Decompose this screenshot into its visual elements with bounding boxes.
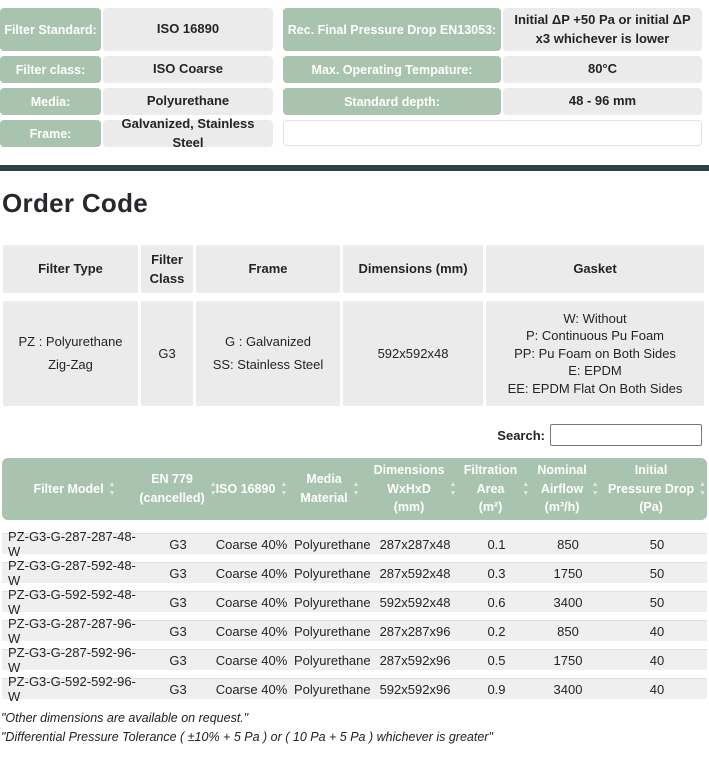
sort-desc-icon: ▼ — [449, 490, 457, 497]
header-label: ISO 16890 — [215, 481, 276, 496]
header-label: (cancelled) — [139, 491, 205, 505]
spec-label-frame: Frame: — [0, 120, 101, 147]
gasket-line: W: Without — [563, 310, 627, 326]
sort-asc-icon: ▲ — [280, 481, 288, 488]
cell-airflow: 850 — [557, 623, 579, 639]
cell-area: 0.5 — [487, 652, 506, 668]
cell-airflow: 3400 — [553, 594, 583, 610]
spec-label-filter-class: Filter class: — [0, 56, 101, 83]
column-header-dimensions[interactable] — [366, 458, 464, 520]
table-row — [2, 558, 707, 588]
cell-area: 0.1 — [487, 536, 506, 552]
header-label: Material — [300, 491, 348, 505]
cell-pressure-drop: 50 — [649, 594, 665, 610]
cell-dimensions: 287x592x48 — [379, 565, 451, 581]
sort-asc-icon: ▲ — [522, 481, 530, 488]
cell-filter-model: PZ-G3-G-592-592-48-W — [8, 587, 136, 617]
sort-desc-icon: ▼ — [352, 490, 360, 497]
table-row — [2, 674, 707, 704]
spec-value-filter-standard: ISO 16890 — [103, 8, 273, 51]
filter-type-line: PZ : Polyurethane — [18, 334, 123, 350]
spec-value-max-operating-temperature: 80°C — [503, 56, 702, 83]
cell-en779: G3 — [169, 565, 187, 581]
sort-icons — [592, 481, 599, 497]
cell-airflow: 1750 — [553, 565, 583, 581]
column-header-initial-pressure-drop[interactable] — [607, 458, 707, 520]
frame-line: G : Galvanized — [225, 334, 311, 350]
cell-en779: G3 — [169, 594, 187, 610]
sort-desc-icon: ▼ — [209, 490, 217, 497]
cell-airflow: 850 — [557, 536, 579, 552]
table-row — [2, 529, 707, 559]
frame-line: SS: Stainless Steel — [212, 356, 324, 372]
sort-icons — [353, 481, 360, 497]
spec-label-standard-depth: Standard depth: — [283, 88, 501, 115]
table-row — [2, 616, 707, 646]
order-header-filter-class: Filter Class — [141, 245, 193, 293]
cell-en779: G3 — [169, 652, 187, 668]
cell-pressure-drop: 50 — [649, 565, 665, 581]
column-header-filter-model[interactable] — [2, 458, 147, 520]
cell-area: 0.2 — [487, 623, 506, 639]
sort-asc-icon: ▲ — [699, 481, 707, 488]
footnote-pressure-tolerance: "Differential Pressure Tolerance ( ±10% + 5 Pa ) or ( 10 Pa + 5 Pa ) whichever is greater" — [1, 729, 493, 744]
order-code-table — [3, 245, 704, 406]
header-label: (m³/h) — [544, 500, 580, 515]
sort-asc-icon: ▲ — [209, 481, 217, 488]
cell-dimensions: 287x287x48 — [379, 536, 451, 552]
sort-icons — [109, 481, 116, 497]
spec-value-media: Polyurethane — [103, 88, 273, 115]
cell-iso16890: Coarse 40% — [215, 536, 288, 552]
spec-empty-cell — [283, 120, 702, 146]
cell-area: 0.3 — [487, 565, 506, 581]
search-label: Search: — [497, 427, 545, 443]
cell-filter-model: PZ-G3-G-287-287-96-W — [8, 616, 136, 646]
cell-airflow: 3400 — [553, 681, 583, 697]
cell-pressure-drop: 40 — [649, 652, 665, 668]
gasket-line: EE: EPDM Flat On Both Sides — [507, 380, 683, 396]
cell-media: Polyurethane — [294, 565, 371, 581]
filter-class-line: G3 — [158, 345, 176, 361]
sort-asc-icon: ▲ — [108, 481, 116, 488]
cell-iso16890: Coarse 40% — [215, 681, 288, 697]
cell-area: 0.9 — [487, 681, 506, 697]
sort-asc-icon: ▲ — [591, 481, 599, 488]
spec-value-frame: Galvanized, Stainless Steel — [103, 120, 273, 147]
order-header-gasket: Gasket — [486, 245, 704, 293]
table-search — [0, 424, 702, 446]
cell-pressure-drop: 40 — [649, 623, 665, 639]
spec-label-final-pressure-drop: Rec. Final Pressure Drop EN13053: — [283, 8, 501, 51]
filter-models-header-row — [2, 458, 707, 520]
sort-desc-icon: ▼ — [591, 490, 599, 497]
dimensions-line: 592x592x48 — [377, 345, 449, 361]
gasket-line: PP: Pu Foam on Both Sides — [514, 345, 676, 361]
sort-icons — [280, 481, 287, 497]
header-label: Area — [476, 481, 505, 496]
header-label: Filter Model — [33, 481, 104, 496]
sort-icons — [699, 481, 706, 497]
sort-desc-icon: ▼ — [522, 490, 530, 497]
header-label: Dimensions — [373, 462, 445, 477]
spec-table-left — [0, 8, 273, 150]
order-code-body-row — [3, 301, 704, 406]
sort-desc-icon: ▼ — [699, 490, 707, 497]
order-code-header-row — [3, 245, 704, 293]
order-header-dimensions: Dimensions (mm) — [343, 245, 483, 293]
cell-media: Polyurethane — [294, 536, 371, 552]
cell-iso16890: Coarse 40% — [215, 594, 288, 610]
filter-type-line: Zig-Zag — [48, 356, 93, 372]
header-label: (Pa) — [639, 500, 663, 515]
order-cell-gasket — [486, 301, 704, 406]
column-header-nominal-airflow[interactable] — [529, 458, 607, 520]
spec-label-max-operating-temperature: Max. Operating Tempature: — [283, 56, 501, 83]
spec-table-right — [283, 8, 702, 147]
cell-iso16890: Coarse 40% — [215, 652, 288, 668]
order-code-title: Order Code — [2, 188, 149, 218]
gasket-line: P: Continuous Pu Foam — [525, 328, 665, 344]
cell-en779: G3 — [169, 536, 187, 552]
cell-pressure-drop: 40 — [649, 681, 665, 697]
header-label: Media — [306, 472, 342, 487]
header-label: (mm) — [393, 500, 425, 515]
sort-asc-icon: ▲ — [449, 481, 457, 488]
filter-models-body — [2, 529, 707, 704]
spec-value-standard-depth: 48 - 96 mm — [503, 88, 702, 115]
cell-filter-model: PZ-G3-G-287-592-48-W — [8, 558, 136, 588]
cell-filter-model: PZ-G3-G-592-592-96-W — [8, 674, 136, 704]
cell-area: 0.6 — [487, 594, 506, 610]
search-input[interactable] — [550, 424, 702, 446]
cell-media: Polyurethane — [294, 623, 371, 639]
cell-filter-model: PZ-G3-G-287-287-48-W — [8, 529, 136, 559]
column-header-en779[interactable] — [139, 458, 217, 520]
sort-icons — [449, 481, 456, 497]
cell-media: Polyurethane — [294, 652, 371, 668]
section-divider — [0, 165, 709, 171]
filter-models-table — [2, 458, 707, 704]
cell-airflow: 1750 — [553, 652, 583, 668]
sort-desc-icon: ▼ — [108, 490, 116, 497]
header-label: (m²) — [478, 500, 503, 515]
sort-desc-icon: ▼ — [280, 490, 288, 497]
spec-label-filter-standard: Filter Standard: — [0, 8, 101, 51]
order-cell-dimensions — [343, 301, 483, 406]
spec-value-filter-class: ISO Coarse — [103, 56, 273, 83]
column-header-media-material[interactable] — [294, 458, 366, 520]
header-label: Nominal — [537, 462, 587, 477]
footnotes — [1, 709, 709, 747]
column-header-iso16890[interactable] — [209, 458, 294, 520]
header-label: WxHxD — [387, 481, 431, 496]
sort-asc-icon: ▲ — [352, 481, 360, 488]
order-header-frame: Frame — [196, 245, 340, 293]
table-row — [2, 645, 707, 675]
cell-en779: G3 — [169, 681, 187, 697]
cell-dimensions: 592x592x48 — [379, 594, 451, 610]
gasket-line: E: EPDM — [568, 363, 622, 379]
spec-value-final-pressure-drop: Initial ΔP +50 Pa or initial ΔP x3 whichever is lower — [503, 8, 702, 51]
order-header-filter-type: Filter Type — [3, 245, 138, 293]
cell-dimensions: 287x592x96 — [379, 652, 451, 668]
spec-label-media: Media: — [0, 88, 101, 115]
cell-iso16890: Coarse 40% — [215, 623, 288, 639]
cell-iso16890: Coarse 40% — [215, 565, 288, 581]
header-label: Airflow — [540, 481, 584, 496]
cell-pressure-drop: 50 — [649, 536, 665, 552]
cell-dimensions: 287x287x96 — [379, 623, 451, 639]
table-row — [2, 587, 707, 617]
spec-summary — [0, 0, 709, 150]
order-cell-filter-class — [141, 301, 193, 406]
cell-media: Polyurethane — [294, 681, 371, 697]
header-label: Initial — [634, 462, 668, 477]
cell-media: Polyurethane — [294, 594, 371, 610]
header-label: EN 779 — [151, 472, 193, 487]
column-header-filtration-area[interactable] — [464, 458, 529, 520]
cell-dimensions: 592x592x96 — [379, 681, 451, 697]
header-label: Filtration — [463, 462, 518, 477]
order-cell-filter-type — [3, 301, 138, 406]
order-cell-frame — [196, 301, 340, 406]
header-label: Pressure Drop — [607, 481, 695, 496]
cell-filter-model: PZ-G3-G-287-592-96-W — [8, 645, 136, 675]
footnote-dimensions: "Other dimensions are available on request." — [1, 711, 249, 725]
cell-en779: G3 — [169, 623, 187, 639]
